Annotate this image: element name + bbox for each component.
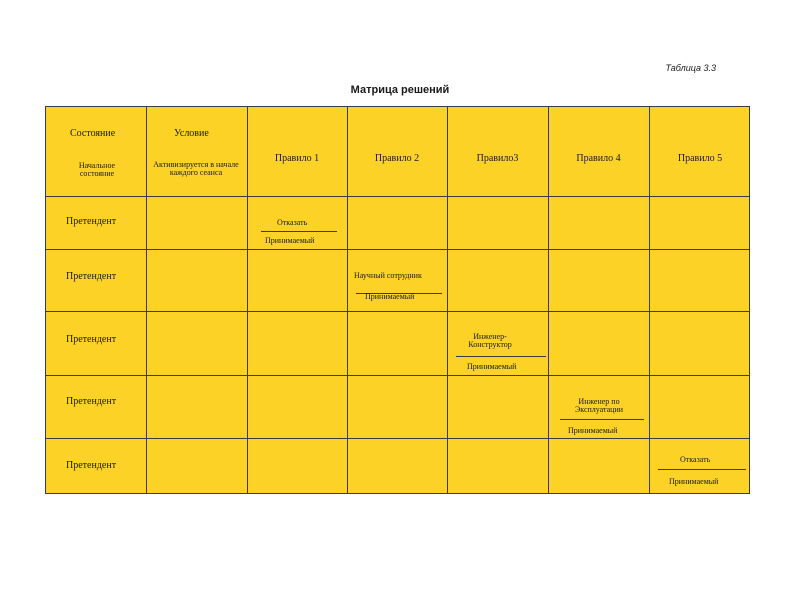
col-divider bbox=[247, 107, 248, 493]
header-rule-1: Правило 1 bbox=[274, 153, 320, 164]
row-3-result: Принимаемый bbox=[467, 362, 517, 371]
header-condition: Условие bbox=[174, 128, 209, 139]
col-divider bbox=[347, 107, 348, 493]
row-5-action: Отказать bbox=[680, 455, 711, 464]
row-divider bbox=[46, 249, 749, 250]
row-5-separator bbox=[658, 469, 746, 470]
row-4-action: Инженер по Эксплуатации bbox=[574, 397, 624, 414]
row-1-result: Принимаемый bbox=[265, 236, 315, 245]
row-divider bbox=[46, 375, 749, 376]
row-3-separator bbox=[456, 356, 546, 357]
row-4-separator bbox=[560, 419, 644, 420]
row-divider bbox=[46, 311, 749, 312]
decision-matrix bbox=[45, 106, 750, 494]
table-number: Таблица 3.3 bbox=[665, 63, 716, 73]
header-rule-3: Правило3 bbox=[476, 153, 519, 164]
header-state: Состояние bbox=[70, 128, 116, 139]
table-title: Матрица решений bbox=[350, 84, 450, 96]
condition-value: Активизируется в начале каждого сеанса bbox=[153, 160, 239, 177]
row-divider bbox=[46, 438, 749, 439]
col-divider bbox=[548, 107, 549, 493]
header-rule-5: Правило 5 bbox=[677, 153, 723, 164]
row-3-action: Инженер-Конструктор bbox=[468, 332, 512, 349]
row-1-state: Претендент bbox=[66, 216, 117, 227]
col-divider bbox=[146, 107, 147, 493]
header-rule-2: Правило 2 bbox=[374, 153, 420, 164]
row-4-state: Претендент bbox=[66, 396, 117, 407]
row-2-result: Принимаемый bbox=[365, 292, 415, 301]
row-5-state: Претендент bbox=[66, 460, 117, 471]
row-2-action: Научный сотрудник bbox=[354, 271, 422, 280]
row-4-result: Принимаемый bbox=[568, 426, 618, 435]
header-rule-4: Правило 4 bbox=[576, 153, 621, 164]
row-2-state: Претендент bbox=[66, 271, 117, 282]
col-divider bbox=[447, 107, 448, 493]
row-divider bbox=[46, 196, 749, 197]
col-divider bbox=[649, 107, 650, 493]
row-1-action: Отказать bbox=[277, 218, 308, 227]
initial-state: Начальное состояние bbox=[78, 161, 116, 178]
row-1-separator bbox=[261, 231, 337, 232]
row-5-result: Принимаемый bbox=[669, 477, 719, 486]
row-3-state: Претендент bbox=[66, 334, 117, 345]
